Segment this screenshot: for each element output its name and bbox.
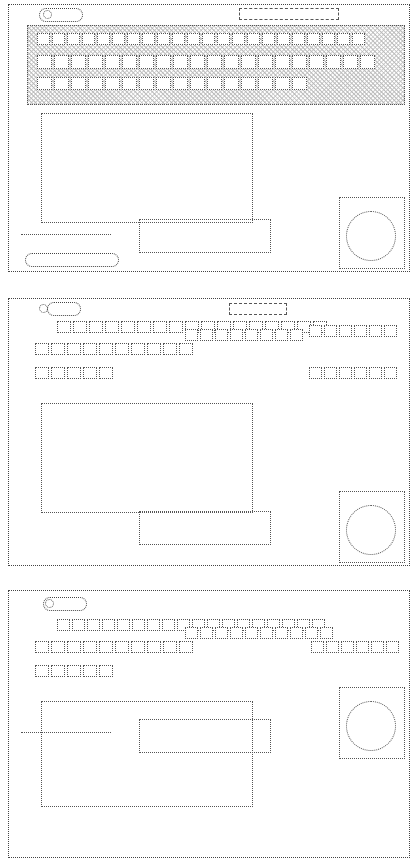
form-1-stamp-circle <box>346 211 396 261</box>
entry-cell <box>67 641 81 653</box>
entry-cell <box>172 33 185 45</box>
entry-cell <box>105 321 119 333</box>
form-2 <box>8 298 410 566</box>
entry-cell <box>190 77 205 90</box>
entry-cell <box>115 343 129 355</box>
entry-cell <box>217 33 230 45</box>
entry-cell <box>156 77 171 90</box>
entry-cell <box>202 33 215 45</box>
entry-cell <box>67 665 81 677</box>
form-1-notes-box <box>41 113 253 223</box>
form-2-row-2 <box>35 343 195 355</box>
entry-cell <box>173 77 188 90</box>
entry-cell <box>173 55 188 69</box>
entry-cell <box>354 325 367 337</box>
entry-cell <box>131 641 145 653</box>
form-1-bottom-button[interactable] <box>25 253 119 267</box>
entry-cell <box>105 77 120 90</box>
entry-cell <box>54 77 69 90</box>
entry-cell <box>369 325 382 337</box>
form-2-row-3 <box>35 367 115 379</box>
entry-cell <box>35 343 49 355</box>
entry-cell <box>102 619 115 631</box>
entry-cell <box>89 321 103 333</box>
entry-cell <box>153 321 167 333</box>
entry-cell <box>258 77 273 90</box>
entry-cell <box>245 329 258 341</box>
entry-cell <box>341 641 354 653</box>
entry-cell <box>230 627 243 639</box>
entry-cell <box>83 665 97 677</box>
entry-cell <box>122 55 137 69</box>
entry-cell <box>105 55 120 69</box>
entry-cell <box>121 321 135 333</box>
entry-cell <box>179 641 193 653</box>
entry-cell <box>122 77 137 90</box>
entry-cell <box>51 641 65 653</box>
entry-cell <box>132 619 145 631</box>
form-3-row-2 <box>35 641 195 653</box>
entry-cell <box>57 321 71 333</box>
entry-cell <box>51 665 65 677</box>
entry-cell <box>67 33 80 45</box>
entry-cell <box>326 641 339 653</box>
entry-cell <box>215 329 228 341</box>
entry-cell <box>72 619 85 631</box>
form-2-address-box <box>139 511 271 545</box>
entry-cell <box>156 55 171 69</box>
entry-cell <box>258 55 273 69</box>
entry-cell <box>337 33 350 45</box>
entry-cell <box>215 627 228 639</box>
entry-cell <box>241 55 256 69</box>
entry-cell <box>179 343 193 355</box>
form-3-notes-box <box>41 701 253 807</box>
entry-cell <box>292 55 307 69</box>
entry-cell <box>322 33 335 45</box>
entry-cell <box>137 321 151 333</box>
entry-cell <box>245 627 258 639</box>
entry-cell <box>275 55 290 69</box>
entry-cell <box>185 627 198 639</box>
entry-cell <box>37 33 50 45</box>
form-3-row-3 <box>35 665 115 677</box>
entry-cell <box>260 329 273 341</box>
form-3-row-right <box>311 641 401 653</box>
form-1-address-box <box>139 219 271 253</box>
form-1-row-2 <box>37 55 377 69</box>
entry-cell <box>384 325 397 337</box>
form-1-seal-icon <box>43 10 52 19</box>
entry-cell <box>99 665 113 677</box>
entry-cell <box>230 329 243 341</box>
form-2-row-right <box>309 325 399 337</box>
entry-cell <box>87 619 100 631</box>
form-1 <box>8 4 410 272</box>
entry-cell <box>97 33 110 45</box>
entry-cell <box>275 627 288 639</box>
entry-cell <box>51 367 65 379</box>
form-2-seal-icon <box>39 304 48 313</box>
entry-cell <box>292 33 305 45</box>
form-2-stamp-circle <box>346 505 396 555</box>
entry-cell <box>224 77 239 90</box>
entry-cell <box>339 325 352 337</box>
entry-cell <box>35 367 49 379</box>
entry-cell <box>163 641 177 653</box>
entry-cell <box>83 641 97 653</box>
entry-cell <box>147 641 161 653</box>
form-3 <box>8 590 410 858</box>
entry-cell <box>163 343 177 355</box>
entry-cell <box>290 329 303 341</box>
form-2-account-box <box>229 303 287 315</box>
entry-cell <box>326 55 341 69</box>
entry-cell <box>88 55 103 69</box>
entry-cell <box>324 325 337 337</box>
entry-cell <box>142 33 155 45</box>
entry-cell <box>305 627 318 639</box>
form-1-row-3 <box>37 77 309 90</box>
entry-cell <box>82 33 95 45</box>
entry-cell <box>207 55 222 69</box>
entry-cell <box>190 55 205 69</box>
entry-cell <box>369 367 382 379</box>
entry-cell <box>52 33 65 45</box>
entry-cell <box>207 77 222 90</box>
entry-cell <box>99 641 113 653</box>
entry-cell <box>309 325 322 337</box>
entry-cell <box>356 641 369 653</box>
entry-cell <box>99 367 113 379</box>
entry-cell <box>147 619 160 631</box>
form-2-row-3b <box>309 367 399 379</box>
entry-cell <box>37 55 52 69</box>
entry-cell <box>241 77 256 90</box>
entry-cell <box>83 343 97 355</box>
entry-cell <box>117 619 130 631</box>
form-3-name-line <box>21 731 111 733</box>
entry-cell <box>83 367 97 379</box>
entry-cell <box>352 33 365 45</box>
entry-cell <box>88 77 103 90</box>
entry-cell <box>277 33 290 45</box>
entry-cell <box>147 343 161 355</box>
form-2-row-2b <box>185 329 305 341</box>
entry-cell <box>260 627 273 639</box>
entry-cell <box>67 367 81 379</box>
entry-cell <box>71 77 86 90</box>
entry-cell <box>275 329 288 341</box>
entry-cell <box>185 329 198 341</box>
entry-cell <box>54 55 69 69</box>
entry-cell <box>200 627 213 639</box>
form-1-row-1 <box>37 33 367 45</box>
entry-cell <box>232 33 245 45</box>
entry-cell <box>262 33 275 45</box>
entry-cell <box>162 619 175 631</box>
entry-cell <box>309 55 324 69</box>
entry-cell <box>157 33 170 45</box>
form-3-address-box <box>139 719 271 753</box>
entry-cell <box>384 367 397 379</box>
entry-cell <box>67 343 81 355</box>
entry-cell <box>99 343 113 355</box>
entry-cell <box>200 329 213 341</box>
form-3-seal-icon <box>45 599 54 608</box>
entry-cell <box>71 55 86 69</box>
entry-cell <box>320 627 333 639</box>
form-1-name-line <box>21 233 111 235</box>
entry-cell <box>247 33 260 45</box>
entry-cell <box>35 641 49 653</box>
entry-cell <box>139 77 154 90</box>
entry-cell <box>73 321 87 333</box>
form-3-stamp-circle <box>346 701 396 751</box>
form-3-row-2b <box>185 627 335 639</box>
entry-cell <box>57 619 70 631</box>
entry-cell <box>112 33 125 45</box>
entry-cell <box>386 641 399 653</box>
entry-cell <box>187 33 200 45</box>
entry-cell <box>311 641 324 653</box>
entry-cell <box>360 55 375 69</box>
entry-cell <box>169 321 183 333</box>
entry-cell <box>37 77 52 90</box>
form-1-account-box <box>239 8 339 20</box>
entry-cell <box>371 641 384 653</box>
form-2-notes-box <box>41 403 253 513</box>
entry-cell <box>139 55 154 69</box>
entry-cell <box>275 77 290 90</box>
entry-cell <box>324 367 337 379</box>
entry-cell <box>339 367 352 379</box>
entry-cell <box>309 367 322 379</box>
entry-cell <box>354 367 367 379</box>
entry-cell <box>127 33 140 45</box>
form-2-type-badge <box>47 302 81 316</box>
entry-cell <box>224 55 239 69</box>
entry-cell <box>290 627 303 639</box>
entry-cell <box>292 77 307 90</box>
entry-cell <box>115 641 129 653</box>
entry-cell <box>51 343 65 355</box>
entry-cell <box>131 343 145 355</box>
entry-cell <box>307 33 320 45</box>
entry-cell <box>35 665 49 677</box>
entry-cell <box>343 55 358 69</box>
